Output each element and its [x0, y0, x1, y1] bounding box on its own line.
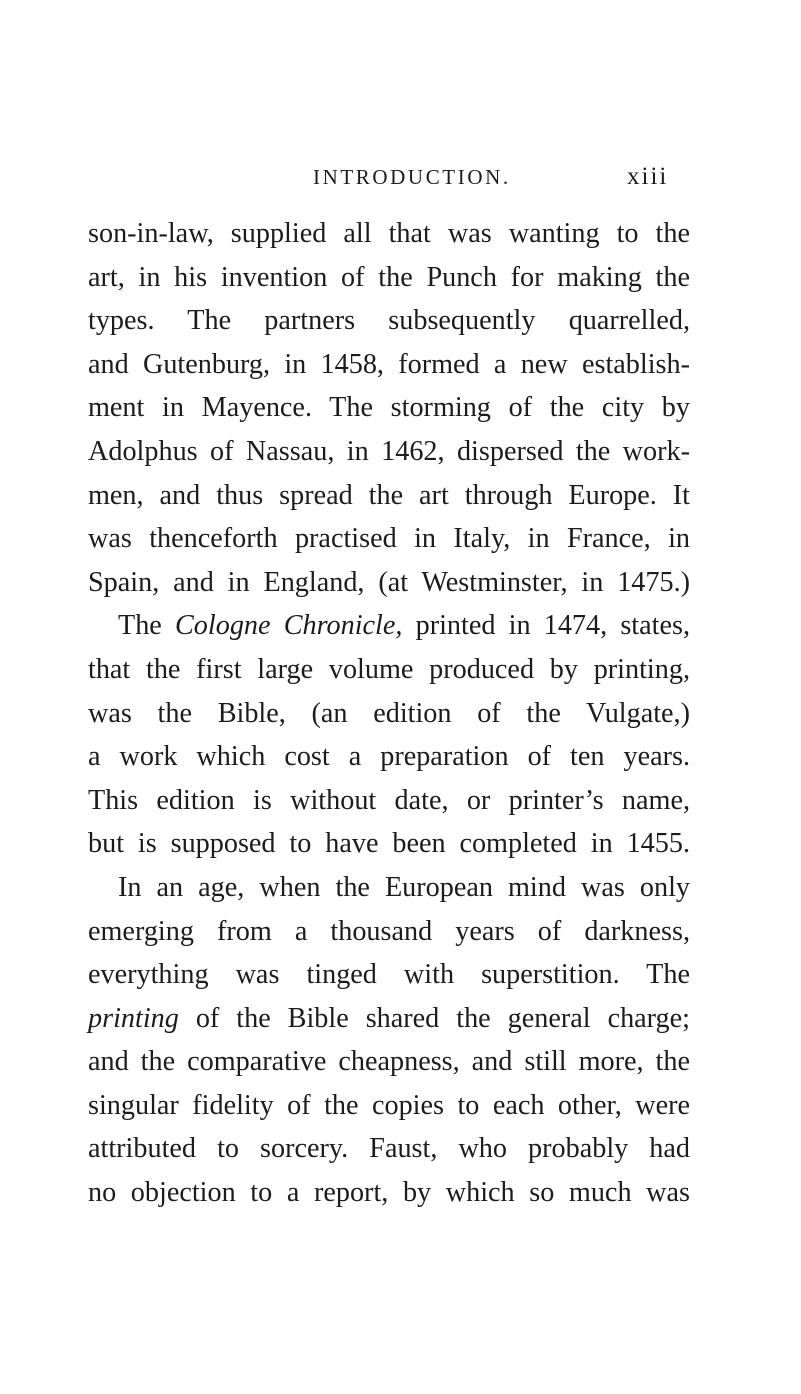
text-line: men, and thus spread the art through Europe. It	[88, 479, 690, 511]
text-line: Spain, and in England, (at Westminster, in 1475.)	[88, 566, 690, 598]
running-title: INTRODUCTION.	[313, 165, 511, 189]
body-text	[88, 212, 690, 1215]
text-line: that the first large volume produced by printing,	[88, 653, 690, 685]
text-line: son-in-law, supplied all that was wanting to the	[88, 218, 690, 249]
text-line: art, in his invention of the Punch for making the	[88, 261, 690, 293]
text-line: everything was tinged with superstition. The	[88, 959, 690, 991]
text-line: was thenceforth practised in Italy, in France, in	[88, 523, 690, 555]
text-line: and Gutenburg, in 1458, formed a new establish-	[88, 348, 690, 380]
text-line: emerging from a thousand years of darkness,	[88, 915, 690, 947]
text-line: a work which cost a preparation of ten years.	[88, 741, 690, 773]
text-line: Adolphus of Nassau, in 1462, dispersed the work-	[88, 435, 690, 467]
text-line: but is supposed to have been completed in 1455.	[88, 828, 690, 860]
italic-title: Cologne Chronicle,	[175, 610, 403, 642]
text-line: singular fidelity of the copies to each other, were	[88, 1089, 690, 1121]
text-line: was the Bible, (an edition of the Vulgate,)	[88, 697, 690, 729]
text-line: attributed to sorcery. Faust, who probably had	[88, 1133, 690, 1165]
text-line: This edition is without date, or printer’s name,	[88, 784, 690, 816]
text-line: no objection to a report, by which so much was	[88, 1177, 690, 1209]
text-line: printing of the Bible shared the general charge;	[88, 1002, 690, 1034]
text-line: and the comparative cheapness, and still more, the	[88, 1046, 690, 1078]
text-line: ment in Mayence. The storming of the city by	[88, 392, 690, 424]
text-line: In an age, when the European mind was only	[118, 871, 690, 903]
text-line: The Cologne Chronicle, printed in 1474, states,	[118, 610, 690, 642]
page-number: xiii	[627, 163, 669, 190]
text-line: types. The partners subsequently quarrelled,	[88, 305, 690, 337]
italic-word: printing	[88, 1002, 179, 1034]
running-head	[0, 162, 801, 192]
